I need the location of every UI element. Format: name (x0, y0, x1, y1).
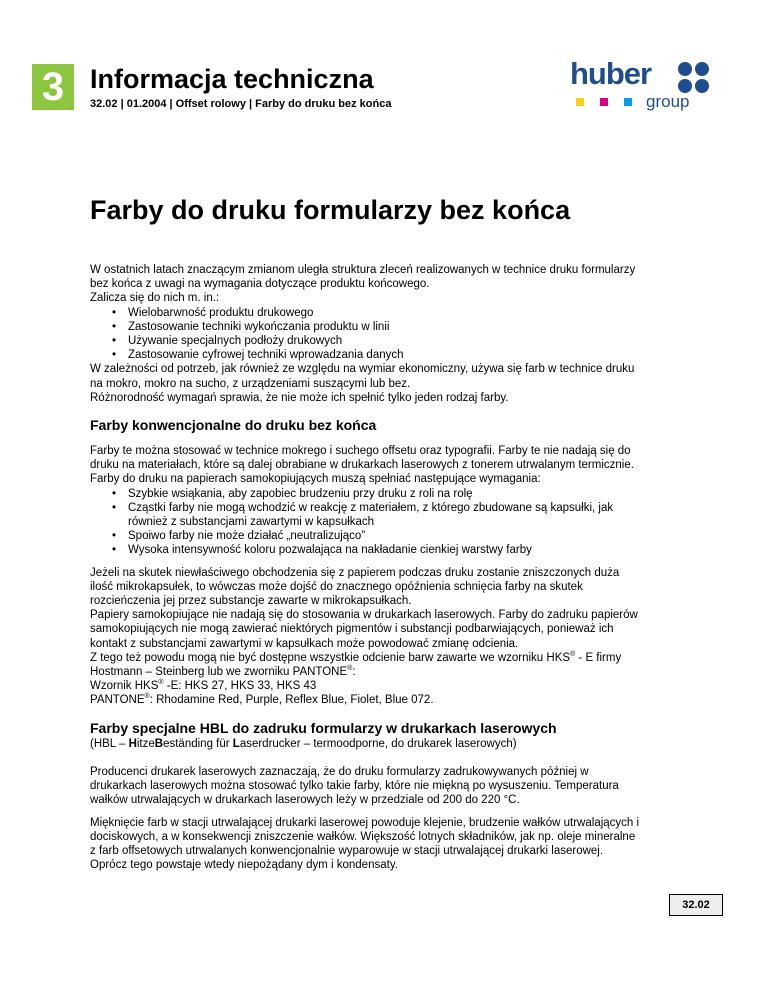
document-body (90, 263, 708, 872)
body-line: Producenci drukarek laserowych zaznaczają, że do druku formularzy zadrukowywanych później w (90, 765, 589, 778)
body-line: samokopiujących nie mogą zawierać niektórych pigmentów i substancji podbarwiających, ponieważ ich (90, 623, 614, 636)
body-line: Farby do druku na papierach samokopiujących muszą spełniać następujące wymagania: (90, 473, 541, 486)
document-title: Farby do druku formularzy bez końca (90, 195, 571, 225)
intro-line: Różnorodność wymagań sprawia, że nie może ich spełnić tylko jeden rodzaj farby. (90, 391, 509, 404)
intro-line: bez końca z uwagi na wymagania dotyczące produktu końcowego. (90, 278, 430, 291)
body-line: drukarkach laserowych można stosować tylko takie farby, które nie miękną po wysuszeniu. Temperatura (90, 780, 619, 793)
body-line: Jeżeli na skutek niewłaściwego obchodzenia się z papierem podczas druku zostanie zniszczonych duża (90, 566, 620, 579)
registered-mark: ® (144, 693, 150, 701)
section-heading: Farby specjalne HBL do zadruku formularzy w drukarkach laserowych (90, 719, 557, 736)
page-header (32, 56, 736, 120)
page-number-box: 32.02 (669, 894, 723, 916)
body-line: PANTONE®: Rhodamine Red, Purple, Reflex Blue, Fiolet, Blue 072. (90, 693, 434, 707)
body-line: Mięknięcie farb w stacji utrwalającej drukarki laserowej powoduje klejenie, brudzenie wałków utrwalających i (90, 816, 640, 829)
logo-wordmark: huber (570, 56, 652, 91)
cyan-square (624, 98, 632, 106)
list-item: • Zastosowanie techniki wykończania produktu w linii (112, 320, 390, 333)
list-item: • Używanie specjalnych podłoży drukowych (112, 335, 343, 348)
yellow-square (576, 98, 584, 106)
intro-line: Zalicza się do nich m. in.: (90, 292, 220, 305)
registered-mark: ® (158, 679, 164, 687)
list-item: • Szybkie wsiąkania, aby zapobiec brudzeniu przy druku z roli na rolę (112, 487, 473, 500)
intro-bullet-list (90, 306, 708, 363)
body-line: Wzornik HKS® -E: HKS 27, HKS 33, HKS 43 (90, 679, 317, 693)
chapter-badge (32, 64, 74, 110)
body-line: rozcieńczenia jej przez substancje zawarte w mikrokapsułkach. (90, 595, 412, 608)
section-heading: Farby konwencjonalne do druku bez końca (90, 417, 377, 434)
list-item-continuation: również z substancjami zawartymi w kapsułkach (128, 516, 375, 529)
header-subtitle: 32.02 | 01.2004 | Offset rolowy | Farby do druku bez końca (90, 98, 392, 110)
list-item: • Cząstki farby nie mogą wchodzić w reakcję z materiałem, z którego zbudowane są kapsułki, jak (112, 501, 614, 514)
body-line: druku na materiałach, które są dalej obrabiane w drukarkach laserowych z tonerem utrwalanym termicznie. (90, 459, 634, 472)
intro-line: W zależności od potrzeb, jak również ze względu na wymiar ekonomiczny, używa się farb w technice druku (90, 363, 635, 376)
intro-line: na mokro, mokro na sucho, z urządzeniami suszącymi lub bez. (90, 377, 411, 390)
body-line: Hostmann – Steinberg lub we zworniku PANTONE®: (90, 665, 356, 679)
registered-mark: ® (570, 651, 576, 659)
body-line: ilość mikrokapsułek, to wówczas może dojść do znacznego opóźnienia schnięcia farby na skutek (90, 580, 583, 593)
registered-mark: ® (347, 665, 353, 673)
body-line: z farb offsetowych utrwalanych konwencjonalnie wyparowuje w stacji utrwalającej drukarki laserowej. (90, 844, 604, 857)
body-line: Z tego też powodu mogą nie być dostępne wszystkie odcienie barw zawarte we wzorniku HKS® - E firmy (90, 651, 622, 664)
logo-group-text: group (646, 92, 690, 111)
intro-line: W ostatnich latach znaczącym zmianom uległa struktura zleceń realizowanych w technice druku formularzy (90, 264, 636, 276)
clover-icon (678, 62, 710, 94)
body-line: Farby te można stosować w technice mokrego i suchego offsetu oraz typografii. Farby te nie nadają się do (90, 445, 631, 458)
body-line: Papiery samokopiujące nie nadają się do stosowania w drukarkach laserowych. Farby do zadruku papierów (90, 609, 638, 622)
list-item: • Zastosowanie cyfrowej techniki wprowadzania danych (112, 349, 404, 362)
chapter-number: 3 (41, 65, 65, 109)
huber-group-logo (570, 56, 736, 112)
list-item: • Wielobarwność produktu drukowego (112, 306, 314, 319)
header-title: Informacja techniczna (90, 64, 374, 94)
body-line: kontakt z substancjami zawartymi w kapsułkach może powodować zmianę odcienia. (90, 637, 519, 650)
magenta-square (600, 98, 608, 106)
section-subheading: (HBL – HitzeBeständing für Laserdrucker – termoodporne, do drukarek laserowych) (90, 737, 517, 750)
body-line: Oprócz tego powstaje wtedy niepożądany dym i kondensaty. (90, 859, 398, 872)
body-line: dociskowych, a w konsekwencji zniszczenie wałków. Większość lotnych składników, jak np. oleje mineralne (90, 830, 636, 843)
list-item: • Spoiwo farby nie może działać „neutralizująco” (112, 530, 366, 543)
list-item: • Wysoka intensywność koloru pozwalająca na nakładanie cienkiej warstwy farby (112, 544, 532, 557)
body-line: wałków utrwalających w drukarkach laserowych leży w przedziale od 200 do 220 °C. (90, 794, 520, 807)
requirements-list (90, 487, 708, 558)
